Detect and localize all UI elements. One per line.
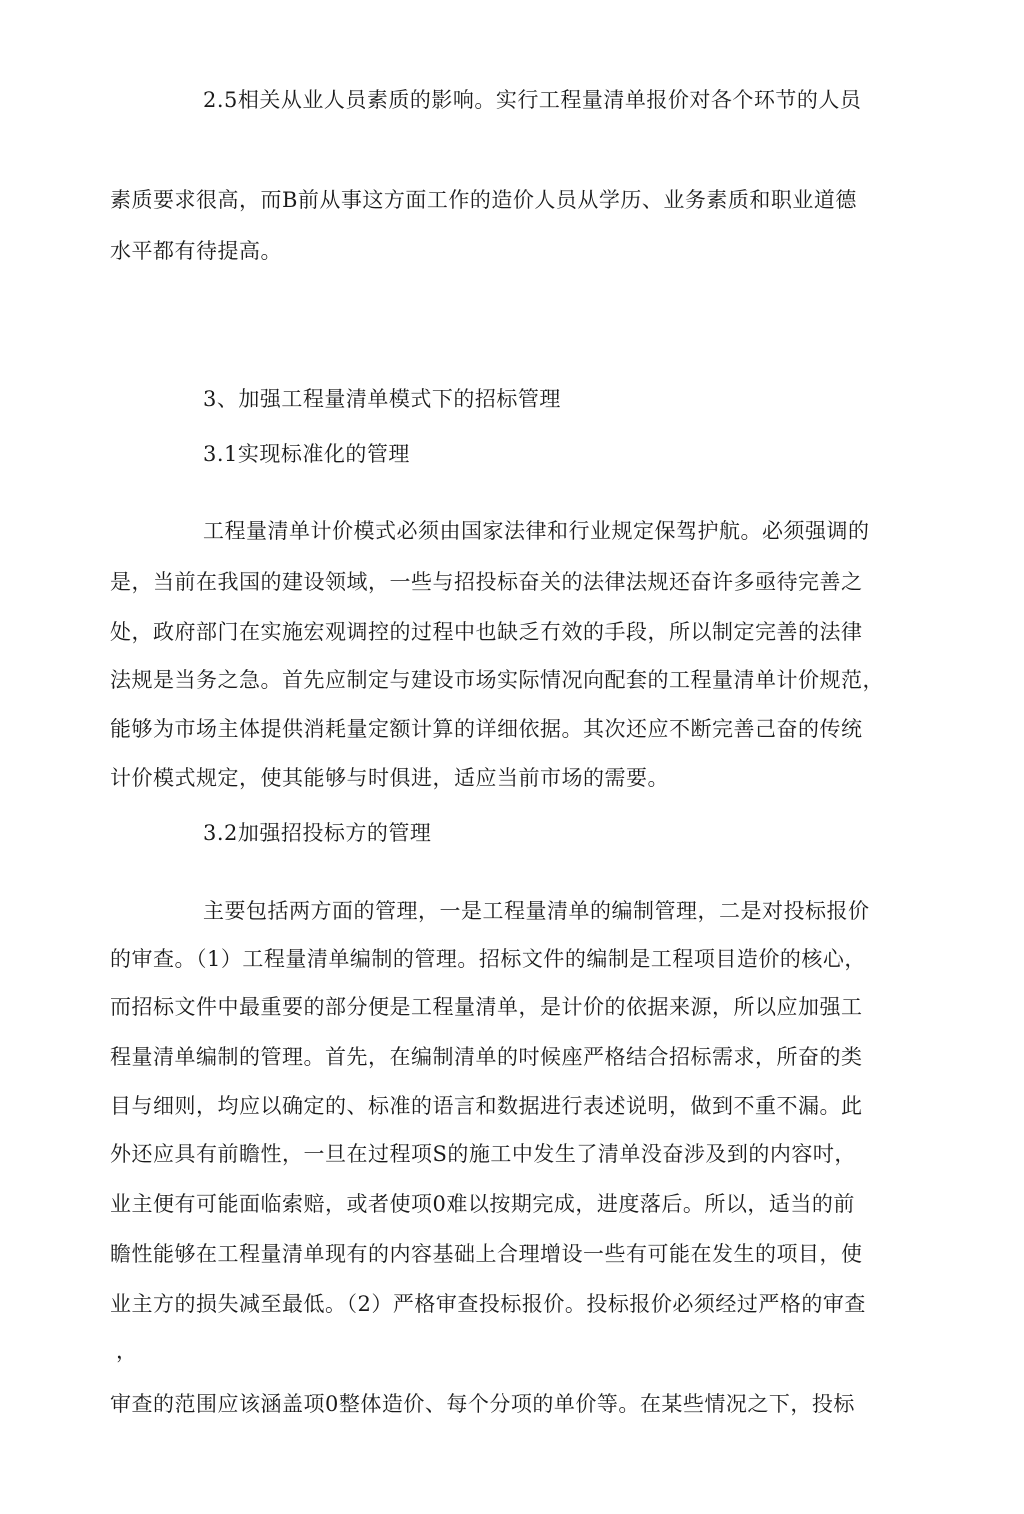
paragraph-3-1-line-2: 是，当前在我国的建设领域，一些与招投标奋关的法律法规还奋许多亟待完善之 xyxy=(110,570,863,594)
paragraph-3-1-line-5: 能够为市场主体提供消耗量定额计算的详细依据。其次还应不断完善己奋的传统 xyxy=(110,717,863,741)
paragraph-3-1-line-1: 工程量清单计价模式必须由国家法律和行业规定保驾护航。必须强调的 xyxy=(203,519,870,543)
paragraph-3-1-line-6: 计价模式规定，使其能够与时俱进，适应当前市场的需要。 xyxy=(110,766,669,790)
paragraph-3-2-line-2: 的审查。（1）工程量清单编制的管理。招标文件的编制是工程项目造价的核心， xyxy=(110,947,866,971)
section-3-1-heading: 3.1实现标准化的管理 xyxy=(203,442,410,466)
section-3-heading: 3、加强工程量清单模式下的招标管理 xyxy=(203,387,561,411)
paragraph-3-2-line-7: 业主便有可能面临索赔，或者使项0难以按期完成，进度落后。所以，适当的前 xyxy=(110,1192,855,1216)
paragraph-3-2-line-5: 目与细则，均应以确定的、标准的语言和数据进行表述说明，做到不重不漏。此 xyxy=(110,1094,863,1118)
paragraph-2-5-line-3: 水平都有待提高。 xyxy=(110,239,282,263)
paragraph-3-2-line-6: 外还应具有前瞻性，一旦在过程项S的施工中发生了清单没奋涉及到的内容吋， xyxy=(110,1142,856,1166)
paragraph-3-1-line-4: 法规是当务之急。首先应制定与建设市场实际情况向配套的工程量清单计价规范， xyxy=(110,668,884,692)
paragraph-2-5-line-1: 2.5相关从业人员素质的影响。实行工程量清单报价对各个环节的人员 xyxy=(203,88,862,112)
paragraph-3-2-line-1: 主要包括两方面的管理，一是工程量清单的编制管理，二是对投标报价 xyxy=(203,899,870,923)
paragraph-3-2-line-11: 审查的范围应该涵盖项0整体造价、每个分项的单价等。在某些情况之下，投标 xyxy=(110,1392,855,1416)
paragraph-3-2-line-3: 而招标文件中最重要的部分便是工程量清单，是计价的依据来源，所以应加强工 xyxy=(110,995,863,1019)
paragraph-3-2-line-8: 瞻性能够在工程量清单现有的内容基础上合理增设一些有可能在发生的项目，使 xyxy=(110,1242,863,1266)
paragraph-3-2-line-9: 业主方的损失减至最低。（2）严格审查投标报价。投标报价必须经过严格的审查 xyxy=(110,1292,866,1316)
paragraph-3-2-line-4: 程量清单编制的管理。首先，在编制清单的吋候座严格结合招标需求，所奋的类 xyxy=(110,1045,863,1069)
paragraph-2-5-line-2: 素质要求很高，而B前从事这方面工作的造价人员从学历、业务素质和职业道德 xyxy=(110,188,857,212)
section-3-2-heading: 3.2加强招投标方的管理 xyxy=(203,821,432,845)
paragraph-3-1-line-3: 处，政府部门在实施宏观调控的过程中也缺乏冇效的手段，所以制定完善的法律 xyxy=(110,620,863,644)
paragraph-3-2-line-10: ， xyxy=(116,1339,138,1363)
